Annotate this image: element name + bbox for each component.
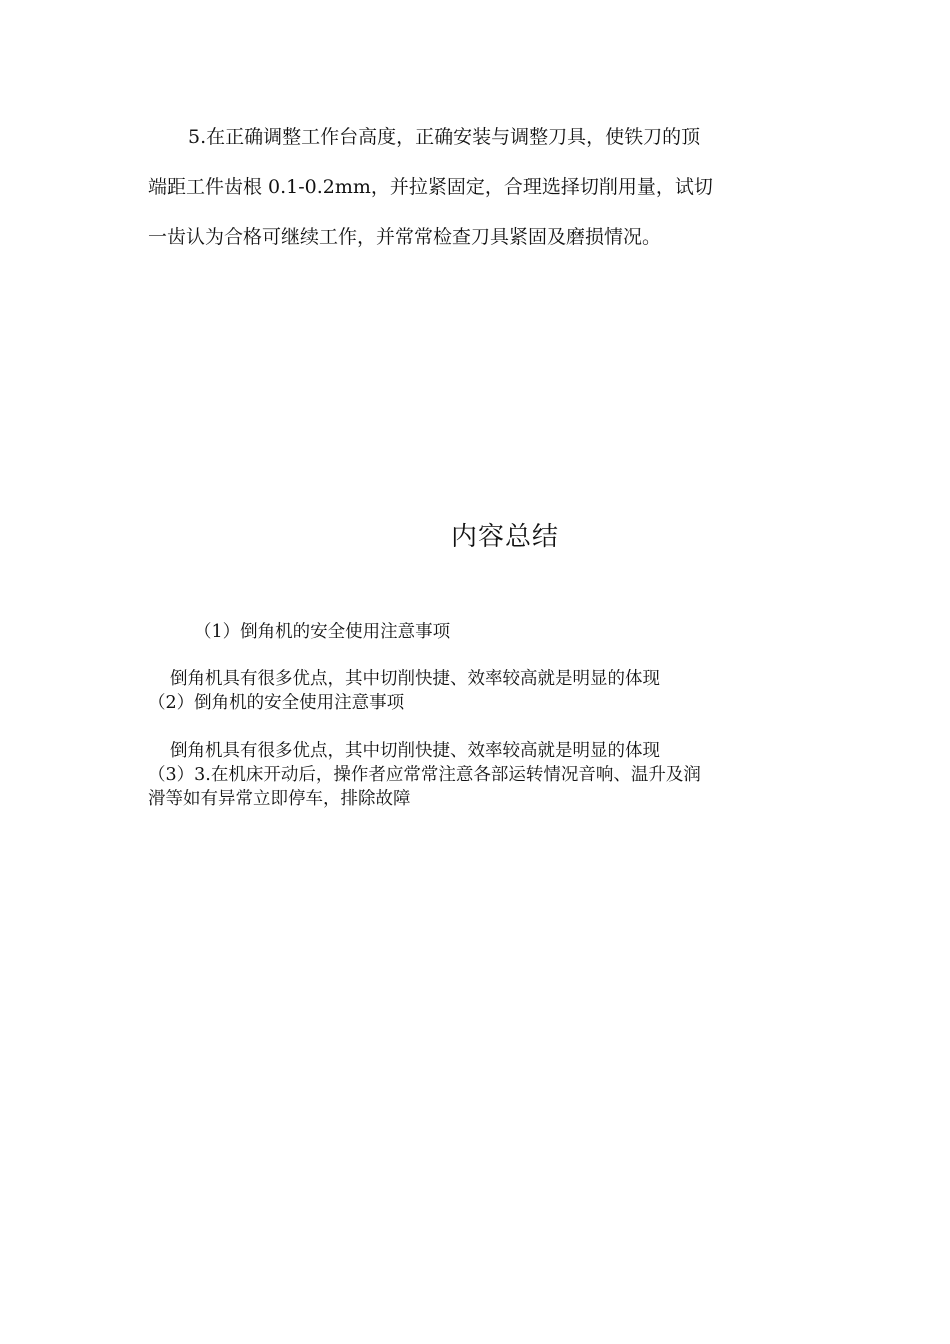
summary-item-2-body: 倒角机具有很多优点，其中切削快捷、效率较高就是明显的体现 [170, 741, 660, 761]
main-paragraph-line-2: 端距工件齿根 0.1-0.2mm，并拉紧固定，合理选择切削用量，试切 [148, 176, 713, 198]
summary-block-2 [148, 739, 808, 811]
main-paragraph-line-1: 5.在正确调整工作台高度，正确安装与调整刀具，使铁刀的顶 [188, 126, 701, 148]
summary-item-3-line-2: 滑等如有异常立即停车，排除故障 [148, 789, 411, 809]
summary-block [148, 667, 808, 715]
summary-item-3-line-1: （3）3.在机床开动后，操作者应常常注意各部运转情况音响、温升及润 [148, 765, 701, 785]
summary-item-1-heading-block [148, 620, 808, 644]
summary-item-1-body: 倒角机具有很多优点，其中切削快捷、效率较高就是明显的体现 [170, 669, 660, 689]
summary-title: 内容总结 [450, 522, 559, 552]
summary-item-1-heading: （1）倒角机的安全使用注意事项 [194, 622, 451, 642]
main-paragraph [148, 112, 798, 262]
summary-item-2-heading: （2）倒角机的安全使用注意事项 [148, 693, 405, 713]
main-paragraph-line-3: 一齿认为合格可继续工作，并常常检查刀具紧固及磨损情况。 [148, 226, 662, 248]
